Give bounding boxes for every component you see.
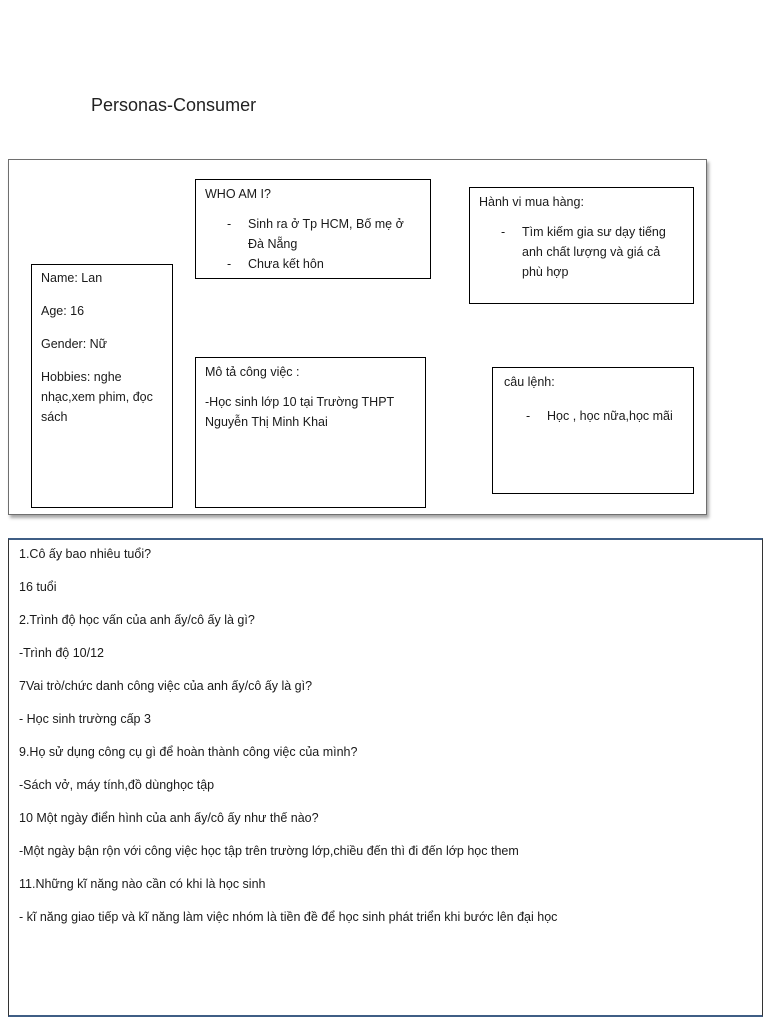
qa-answer: -Sách vở, máy tính,đồ dùnghọc tập — [19, 778, 215, 792]
profile-age: Age: 16 — [41, 304, 85, 318]
who-am-i-item: - Chưa kết hôn — [205, 254, 421, 274]
who-am-i-list — [205, 214, 421, 274]
profile-gender: Gender: Nữ — [41, 337, 108, 351]
who-am-i-item: - Sinh ra ở Tp HCM, Bố mẹ ở Đà Nẵng — [205, 214, 421, 254]
job-heading: Mô tả công việc : — [205, 365, 300, 379]
persona-panel — [8, 159, 707, 515]
qa-question: 1.Cô ấy bao nhiêu tuổi? — [19, 547, 152, 561]
qa-question: 2.Trình độ học vấn của anh ấy/cô ấy là gì? — [19, 613, 255, 627]
behavior-list — [479, 222, 684, 282]
behavior-heading: Hành vi mua hàng: — [479, 195, 584, 209]
profile-box — [31, 264, 173, 508]
behavior-item: - Tìm kiếm gia sư dạy tiếng anh chất lượng và giá cả phù hợp — [479, 222, 684, 282]
profile-name: Name: Lan — [41, 271, 103, 285]
who-am-i-box — [195, 179, 431, 279]
motto-item: - Học , học nữa,học mãi — [504, 406, 682, 426]
page-title: Personas-Consumer — [91, 95, 257, 115]
qa-section — [8, 538, 763, 1017]
motto-list — [504, 406, 682, 426]
qa-question: 11.Những kĩ năng nào cần có khi là học sinh — [19, 877, 266, 891]
purchase-behavior-box — [469, 187, 694, 304]
motto-heading: câu lệnh: — [504, 375, 555, 389]
qa-answer: - kĩ năng giao tiếp và kĩ năng làm việc nhóm là tiền đề để học sinh phát triển khi bước lên đại học — [19, 910, 558, 924]
qa-answer: -Trình độ 10/12 — [19, 646, 105, 660]
job-text: -Học sinh lớp 10 tại Trường THPT Nguyễn Thị Minh Khai — [205, 395, 394, 429]
qa-question: 10 Một ngày điển hình của anh ấy/cô ấy như thế nào? — [19, 811, 319, 825]
who-am-i-heading: WHO AM I? — [205, 187, 271, 201]
qa-question: 9.Họ sử dụng công cụ gì để hoàn thành công việc của mình? — [19, 745, 358, 759]
qa-answer: -Một ngày bận rộn với công việc học tập trên trường lớp,chiều đến thì đi đến lớp học them — [19, 844, 519, 858]
qa-answer: - Học sinh trường cấp 3 — [19, 712, 151, 726]
qa-question: 7Vai trò/chức danh công việc của anh ấy/cô ấy là gì? — [19, 679, 313, 693]
profile-hobbies: Hobbies: nghe nhạc,xem phim, đọc sách — [41, 370, 153, 424]
job-description-box — [195, 357, 426, 508]
motto-box — [492, 367, 694, 494]
qa-answer: 16 tuổi — [19, 580, 57, 594]
